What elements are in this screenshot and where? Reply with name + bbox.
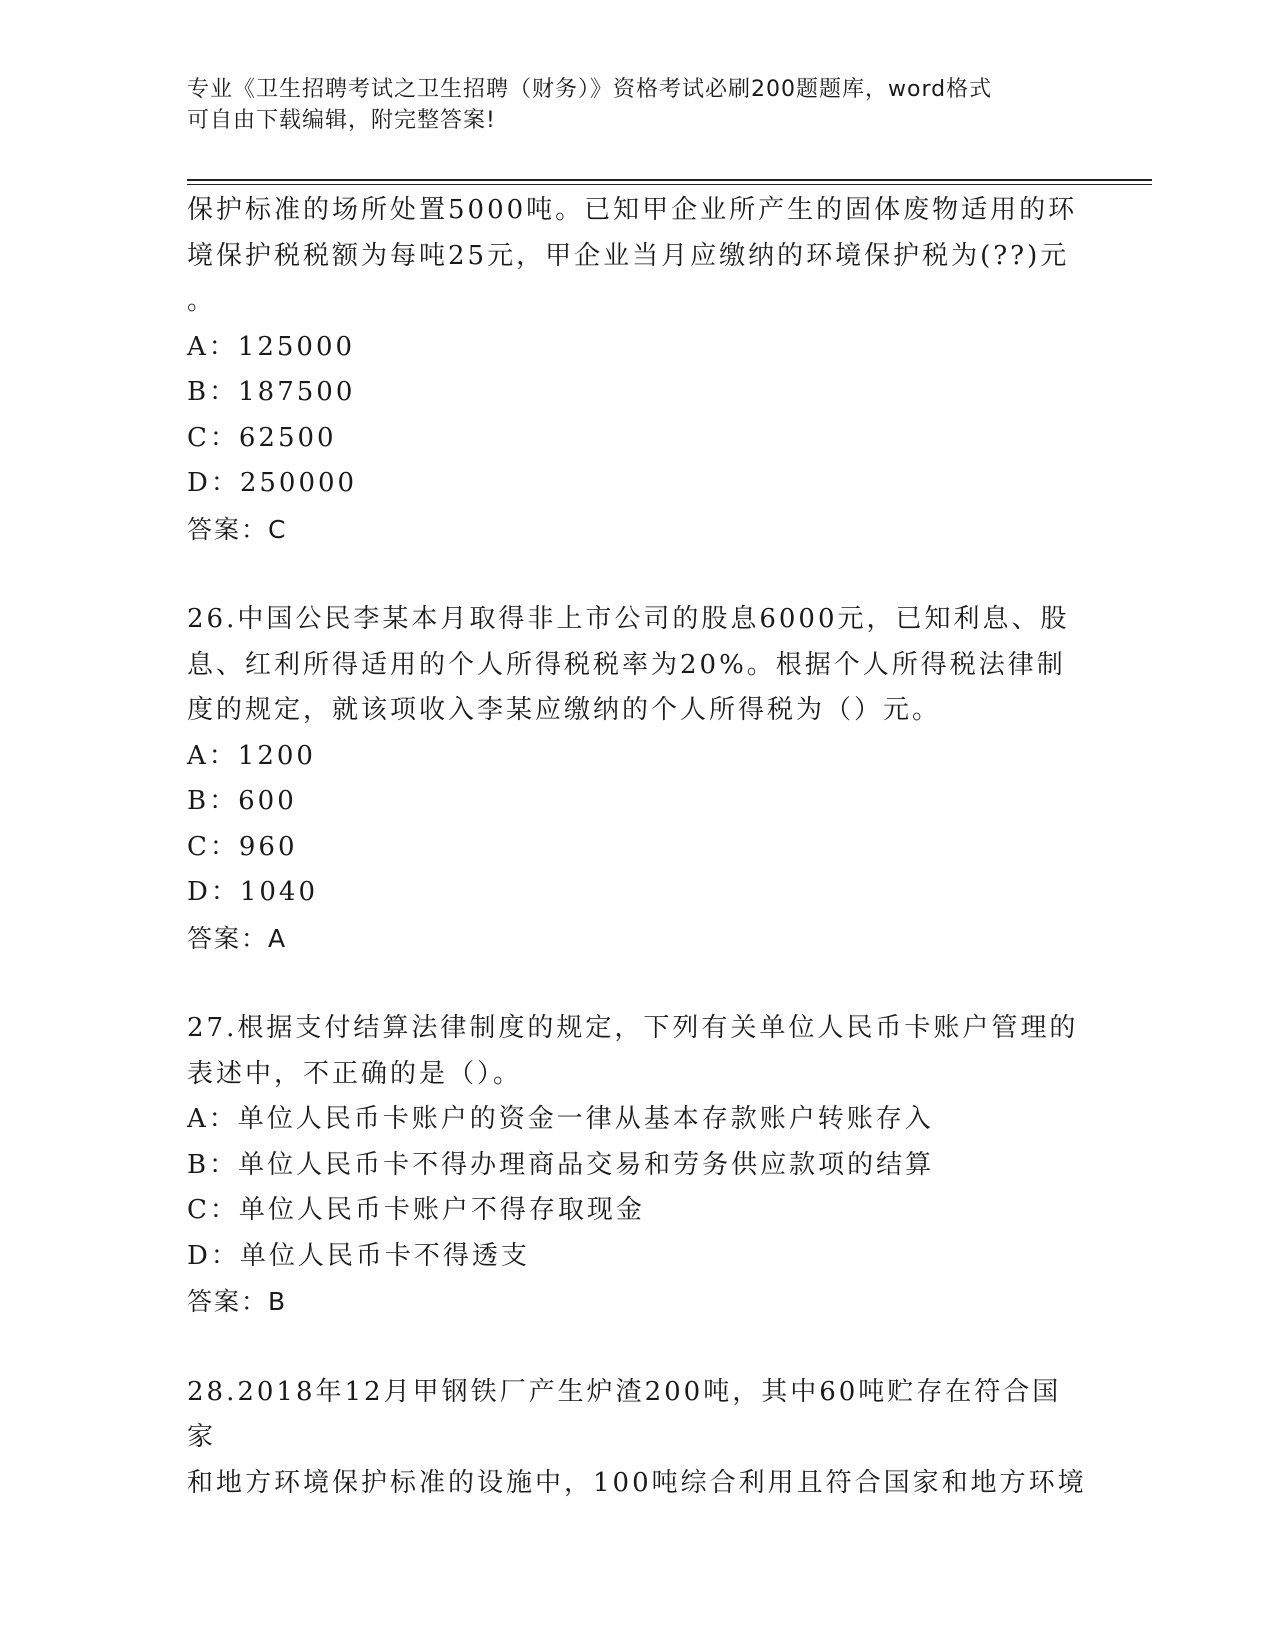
answer: 答案：C (187, 514, 288, 544)
option-a: A：1200 (187, 740, 316, 771)
question-text-line: 28.2018年12月甲钢铁厂产生炉渣200吨，其中60吨贮存在符合国家 (187, 1376, 1062, 1452)
option-c: C：单位人民币卡账户不得存取现金 (187, 1195, 645, 1225)
document-header (187, 74, 1067, 136)
spacer (187, 1325, 1087, 1370)
header-divider-thick (187, 179, 1152, 181)
question-text-line: 26.中国公民李某本月取得非上市公司的股息6000元，已知利息、股 (187, 604, 1070, 634)
header-title-line-1: 专业《卫生招聘考试之卫生招聘（财务）》资格考试必刷200题题库，word格式 (187, 77, 993, 102)
option-d: D：1040 (187, 877, 319, 907)
answer: 答案：A (187, 923, 288, 953)
question-25 (187, 188, 1087, 552)
spacer (187, 552, 1087, 597)
spacer (187, 961, 1087, 1006)
option-b: B：600 (187, 786, 297, 816)
option-c: C：960 (187, 831, 298, 862)
option-a: A：125000 (187, 331, 356, 362)
option-c: C：62500 (187, 422, 337, 453)
header-divider-thin (187, 184, 1152, 185)
question-26 (187, 597, 1087, 961)
option-b: B：187500 (187, 377, 356, 407)
question-text-line: 和地方环境保护标准的设施中，100吨综合利用且符合国家和地方环境 (187, 1467, 1087, 1498)
option-a: A：单位人民币卡账户的资金一律从基本存款账户转账存入 (187, 1104, 934, 1134)
question-text-line: 保护标准的场所处置5000吨。已知甲企业所产生的固体废物适用的环 (187, 195, 1078, 225)
question-28 (187, 1370, 1087, 1507)
question-text-line: 表述中，不正确的是（）。 (187, 1058, 523, 1089)
option-d: D：单位人民币卡不得透支 (187, 1240, 530, 1271)
answer: 答案：B (187, 1287, 288, 1316)
question-text-line: 境保护税税额为每吨25元，甲企业当月应缴纳的环境保护税为(??)元 (187, 240, 1070, 271)
option-b: B：单位人民币卡不得办理商品交易和劳务供应款项的结算 (187, 1149, 935, 1180)
question-text-line: 息、红利所得适用的个人所得税税率为20%。根据个人所得税法律制 (187, 649, 1066, 680)
header-title-line-2: 可自由下载编辑，附完整答案! (187, 108, 496, 133)
question-27 (187, 1006, 1087, 1325)
document-body (187, 188, 1087, 1506)
question-text-line: 度的规定，就该项收入李某应缴纳的个人所得税为（）元。 (187, 695, 942, 725)
question-text-line: 。 (187, 286, 217, 316)
option-d: D：250000 (187, 468, 358, 498)
question-text-line: 27.根据支付结算法律制度的规定，下列有关单位人民币卡账户管理的 (187, 1013, 1079, 1043)
